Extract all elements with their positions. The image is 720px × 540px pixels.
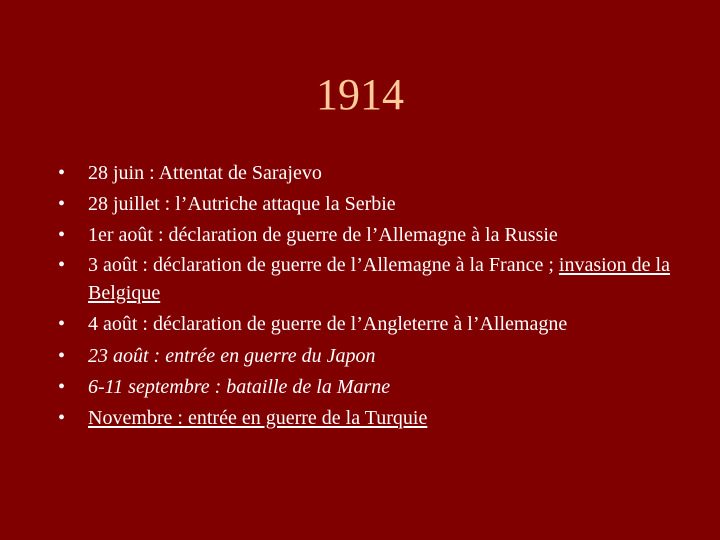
bullet-text: 6-11 septembre : bataille de la Marne — [88, 376, 391, 398]
bullet-icon: • — [58, 313, 66, 335]
bullet-item — [56, 189, 676, 220]
bullet-list — [56, 158, 676, 434]
bullet-text: 28 juillet : l’Autriche attaque la Serbie — [88, 193, 396, 215]
bullet-item — [56, 310, 676, 338]
bullet-item — [56, 251, 676, 307]
bullet-item — [56, 220, 676, 251]
bullet-icon: • — [58, 407, 66, 429]
bullet-text: 3 août : déclaration de guerre de l’Allemagne à la France ; — [88, 254, 559, 276]
bullet-item — [56, 341, 676, 372]
bullet-text: 4 août : déclaration de guerre de l’Angleterre à l’Allemagne — [88, 313, 568, 335]
bullet-item — [56, 158, 676, 189]
bullet-icon: • — [58, 376, 66, 398]
bullet-item — [56, 403, 676, 434]
bullet-icon: • — [58, 345, 66, 367]
bullet-text: 23 août : entrée en guerre du Japon — [88, 345, 376, 367]
bullet-item — [56, 372, 676, 403]
bullet-icon: • — [58, 224, 66, 246]
slide-title: 1914 — [316, 70, 404, 119]
bullet-text: 28 juin : Attentat de Sarajevo — [88, 162, 322, 184]
bullet-text-underlined: invasion de la Belgique — [88, 254, 670, 304]
bullet-text: 1er août : déclaration de guerre de l’Allemagne à la Russie — [88, 224, 558, 246]
bullet-icon: • — [58, 193, 66, 215]
bullet-text-underlined: Novembre : entrée en guerre de la Turquie — [88, 407, 428, 429]
bullet-icon: • — [58, 162, 66, 184]
bullet-icon: • — [58, 254, 66, 276]
